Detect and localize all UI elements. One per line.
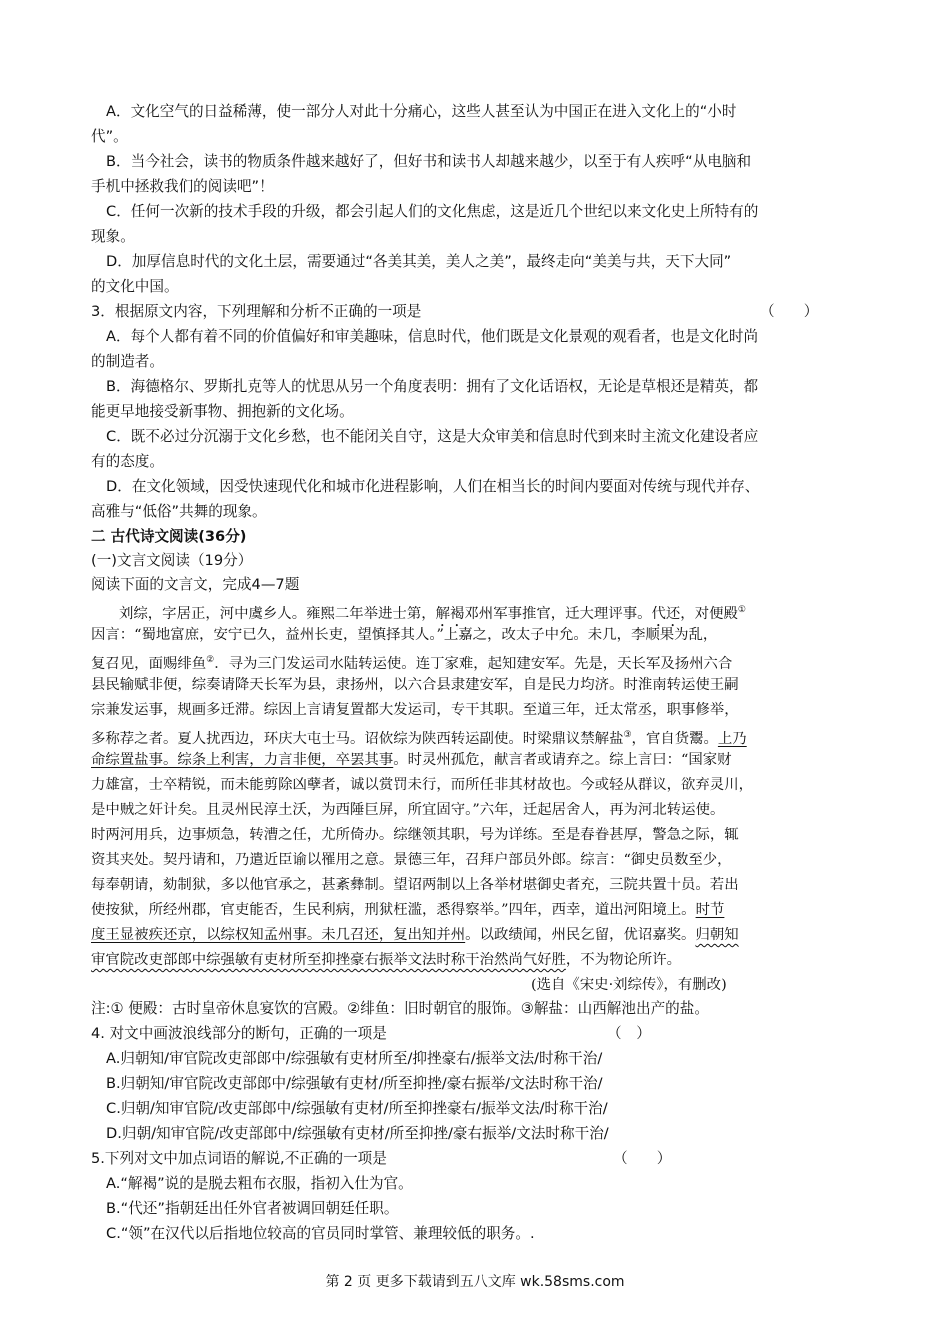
q4-answer-paren: （ ） xyxy=(607,1025,651,1042)
q2-option-d-line2: 的文化中国。 xyxy=(91,278,179,295)
underlined-sentence-2-start: 时节 xyxy=(695,902,725,918)
q3-option-b-line2: 能更早地接受新事物、拥抱新的文化场。 xyxy=(91,403,354,420)
q2-option-a-line2: 代”。 xyxy=(91,128,128,145)
q4-stem: 4. 对文中画波浪线部分的断句，正确的一项是 xyxy=(91,1025,387,1042)
q2-option-a-line1: A．文化空气的日益稀薄，使一部分人对此十分痛心，这些人甚至认为中国正在进入文化上的“小时 xyxy=(106,103,737,120)
dotted-word-daihuan: 代还 xyxy=(651,605,681,622)
q5-option-b: B.“代还”指朝廷出任外官者被调回朝廷任职。 xyxy=(106,1200,399,1217)
q2-option-b-line1: B．当今社会，读书的物质条件越来越好了，但好书和读书人却越来越少，以至于有人疾呼“从电脑和 xyxy=(106,153,752,170)
q4-option-c: C.归朝/知审官院/改吏部郎中/综强敏有吏材/所至抑挫豪右/振举文法/时称干治/ xyxy=(106,1100,608,1117)
passage-instruction: 阅读下面的文言文，完成4—7题 xyxy=(91,576,300,593)
q5-stem: 5.下列对文中加点词语的解说,不正确的一项是 xyxy=(91,1150,387,1167)
q3-option-a-line1: A．每个人都有着不同的价值偏好和审美趣味，信息时代，他们既是文化景观的观看者，也是文化时尚 xyxy=(106,328,759,345)
footnote-marker-1: ① xyxy=(737,605,746,615)
passage-line-8: 力雄富，士卒精锐，而未能剪除凶孽者，诚以赏罚未行，而所任非其材故也。今或轻从群议，欲弃灵川， xyxy=(91,777,753,793)
dotted-word-jiehe: 解褐 xyxy=(435,605,465,622)
passage-line-3: 复召见，面赐绯鱼②．寻为三门发运司水陆转运使。连丁家难，起知建安军。先是，天长军及扬州六合 xyxy=(91,655,733,672)
q3-option-d-line2: 高雅与“低俗”共舞的现象。 xyxy=(91,503,267,520)
q3-option-b-line1: B．海德格尔、罗斯扎克等人的忧思从另一个角度表明：拥有了文化话语权，无论是草根还是精英，都 xyxy=(106,378,759,395)
underlined-sentence: 命综置盐事。综条上利害，力言非便，卒罢其事 xyxy=(91,752,394,768)
passage-line-9: 是中贼之奸计矣。且灵州民淳土沃，为西陲巨屏，所宜固守。”六年，迁起居舍人，再为河北转运使。 xyxy=(91,802,725,818)
underlined-sentence-2: 度王显被疾还京，以综权知孟州事。未几召还，复出知并州 xyxy=(91,927,466,943)
passage-line-13: 使按狱，所经州郡，官吏能否，生民利病，刑狱枉滥，悉得察举。”四年，西幸，道出河阳境上。时节 xyxy=(91,902,725,918)
q5-option-a: A.“解褐”说的是脱去粗布衣服，指初入仕为官。 xyxy=(106,1175,413,1192)
passage-line-7: 命综置盐事。综条上利害，力言非便，卒罢其事。时灵州孤危，献言者或请弃之。综上言曰：“国家财 xyxy=(91,752,732,768)
passage-line-15: 审官院改吏部郎中综强敏有吏材所至抑挫豪右振举文法时称干治然尚气好胜，不为物论所许。 xyxy=(91,952,682,968)
underlined-sentence-start: 上乃 xyxy=(717,730,747,747)
wavy-underlined-start: 归朝知 xyxy=(695,927,739,943)
q3-stem: 3．根据原文内容，下列理解和分析不正确的一项是 xyxy=(91,303,422,320)
q2-option-c-line1: C．任何一次新的技术手段的升级，都会引起人们的文化焦虑，这是近几个世纪以来文化史上所特有的 xyxy=(106,203,759,220)
q4-option-a: A.归朝知/审官院改吏部郎中/综强敏有吏材所至/抑挫豪右/振举文法/时称干治/ xyxy=(106,1050,603,1067)
q3-option-c-line2: 有的态度。 xyxy=(91,453,164,470)
passage-line-1: 刘综，字居正，河中虞乡人。雍熙二年举进士第，解褐邓州军事推官，迁大理评事。代还，对便殿① xyxy=(119,605,746,622)
passage-line-12: 每奉朝请，劾制狱，多以他官承之，甚紊彝制。望诏两制以上各举材堪御史者充，三院共置十员。若出 xyxy=(91,877,739,893)
passage-line-6: 多称荐之者。夏人扰西边，环庆大屯士马。诏佽综为陕西转运副使。时梁鼎议禁解盐③，官自货鬻。上乃 xyxy=(91,730,747,747)
passage-line-5: 宗兼发运事，规画多迁滞。综因上言请复置都大发运司，专干其职。至道三年，迁太常丞，职事修举， xyxy=(91,702,739,718)
footnote-marker-2: ② xyxy=(206,655,215,665)
passage-line-4: 县民输赋非便，综奏请降天长军为县，隶扬州，以六合县隶建安军，自是民力均济。时淮南转运使王嗣 xyxy=(91,677,739,693)
q3-option-d-line1: D．在文化领域，因受快速现代化和城市化进程影响，人们在相当长的时间内要面对传统与现代并存、 xyxy=(106,478,760,495)
q4-option-b: B.归朝知/审官院改吏部郎中/综强敏有吏材/所至抑挫/豪右振举/文法时称干治/ xyxy=(106,1075,603,1092)
q3-option-a-line2: 的制造者。 xyxy=(91,353,164,370)
passage-line-10: 时两河用兵，边事烦急，转漕之任，尤所倚办。综继领其职，号为详练。至是春眷甚厚，警急之际，辄 xyxy=(91,827,739,843)
passage-line-11: 资其夹处。契丹请和，乃遣近臣谕以罹用之意。景德三年，召拜户部员外郎。综言：“御史员数至少， xyxy=(91,852,732,868)
page-footer: 第 2 页 更多下载请到五八文库 wk.58sms.com xyxy=(325,1274,625,1290)
q3-option-c-line1: C．既不必过分沉溺于文化乡愁，也不能闭关自守，这是大众审美和信息时代到来时主流文化建设者应 xyxy=(106,428,759,445)
passage-line-14: 度王显被疾还京，以综权知孟州事。未几召还，复出知并州。以政绩闻，州民乞留，优诏嘉奖。归朝知 xyxy=(91,927,739,943)
section-title: 二 古代诗文阅读(36分) xyxy=(91,528,247,545)
q4-option-d: D.归朝/知审官院/改吏部郎中/综强敏有吏材/所至抑挫/豪右振举/文法时称干治/ xyxy=(106,1125,609,1142)
q5-option-c: C.“领”在汉代以后指地位较高的官员同时掌管、兼理较低的职务。. xyxy=(106,1225,535,1242)
section-subtitle: (一)文言文阅读（19分） xyxy=(91,552,253,569)
q2-option-d-line1: D．加厚信息时代的文化土层，需要通过“各美其美，美人之美”，最终走向“美美与共，天下大同” xyxy=(106,253,732,270)
q5-answer-paren: （ ） xyxy=(613,1150,672,1167)
q3-answer-paren: （ ） xyxy=(760,303,819,320)
passage-line-2: 因言：“蜀地富庶，安宁已久，益州长吏，望慎择其人。”上嘉之，改太子中允。未几，李顺果为乱， xyxy=(91,627,718,643)
q2-option-b-line2: 手机中拯救我们的阅读吧”！ xyxy=(91,178,274,195)
footnotes: 注:① 便殿：古时皇帝休息宴饮的宫殿。②绯鱼：旧时朝官的服饰。③解盐：山西解池出产的盐。 xyxy=(91,1000,709,1017)
wavy-underlined-segment: 审官院改吏部郎中综强敏有吏材所至抑挫豪右振举文法时称干治然尚气好胜 xyxy=(91,952,566,968)
footnote-marker-3: ③ xyxy=(623,730,632,740)
q2-option-c-line2: 现象。 xyxy=(91,228,135,245)
passage-source: (选自《宋史·刘综传》，有删改) xyxy=(531,977,727,993)
